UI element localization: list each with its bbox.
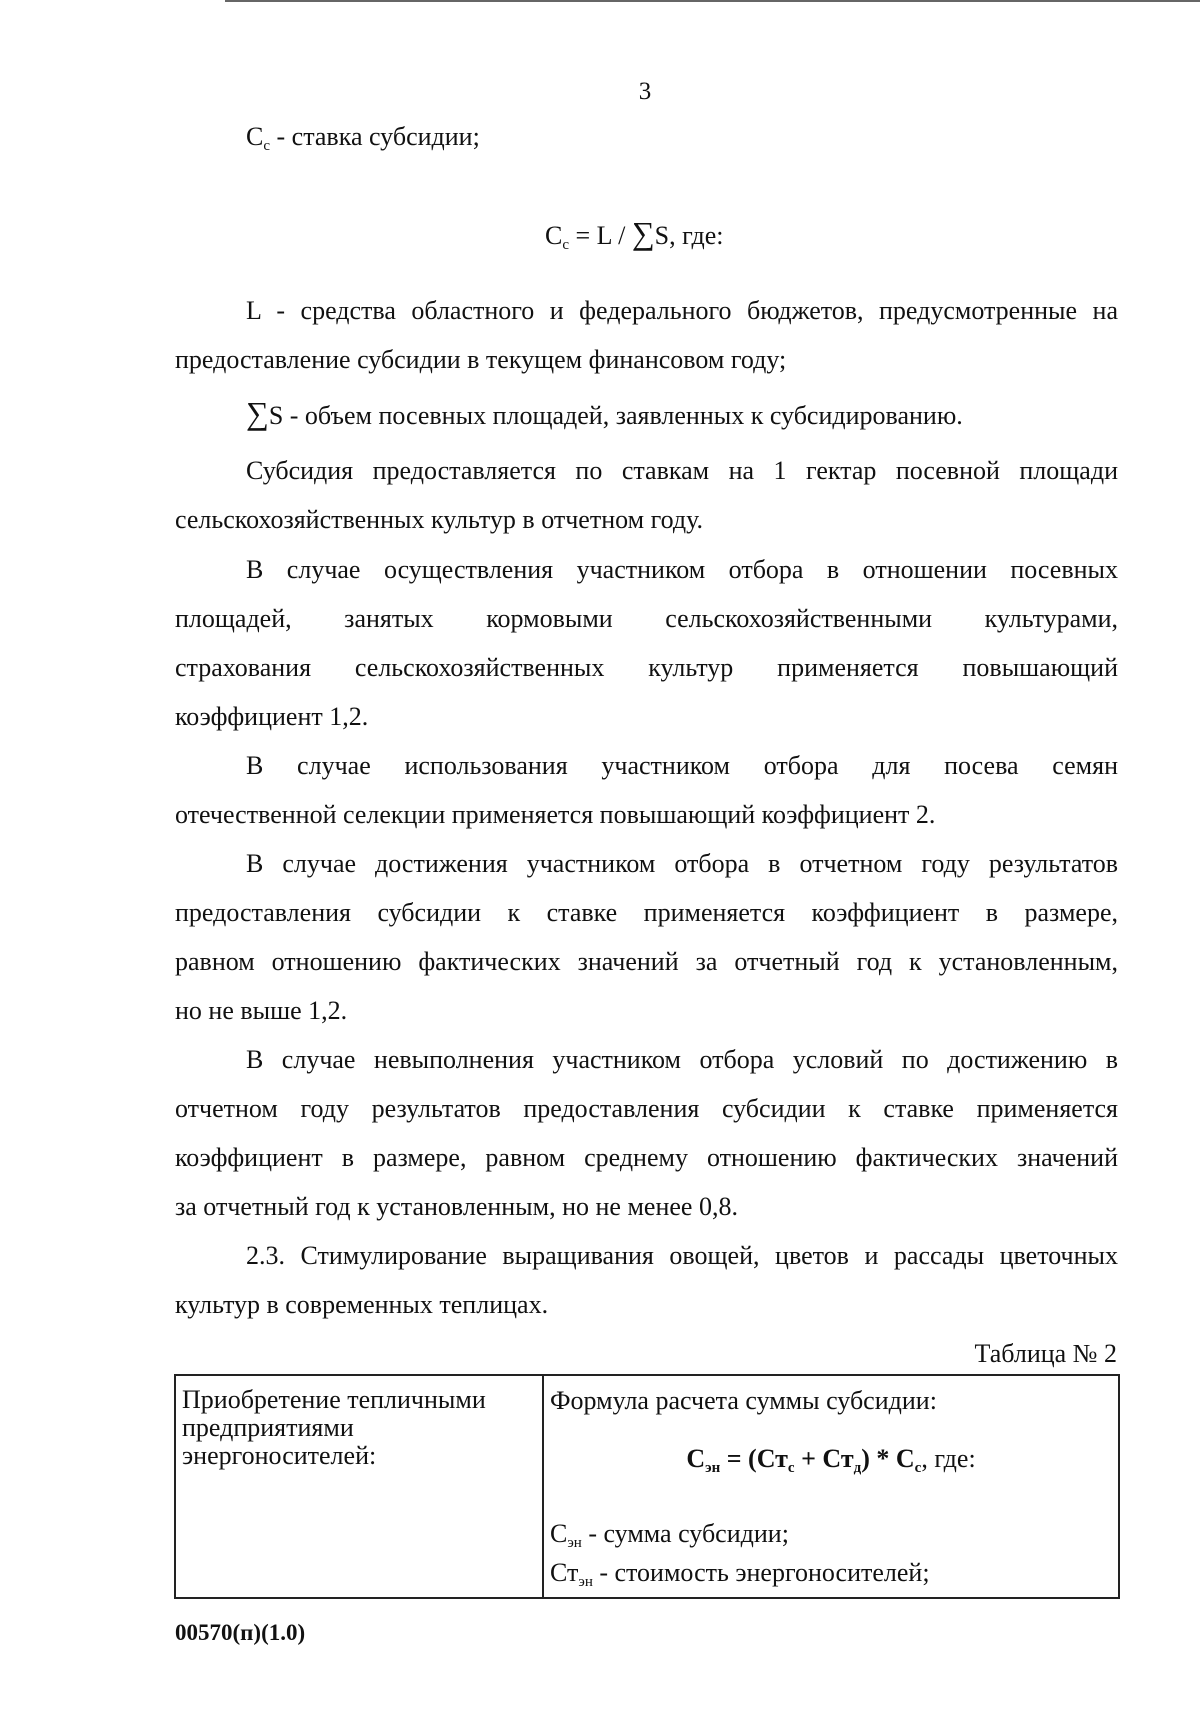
paragraph-line: отечественной селекции применяется повышающий коэффициент 2.: [175, 800, 936, 829]
energy-subsidy-formula: $С_{эн} = (Ст_с + Ст_д) * С_с$, где:: [686, 1444, 976, 1476]
table-cell-subject: Приобретение тепличными предприятиями энергоносителей:: [175, 1375, 543, 1598]
table-cell-formula: [543, 1375, 1119, 1598]
table-2: [174, 1374, 1120, 1599]
paragraph-line: сельскохозяйственных культур в отчетном году.: [175, 505, 703, 534]
paragraph-line: предоставления субсидии к ставке применяется коэффициент в размере,: [175, 898, 1118, 927]
formula-title: Формула расчета суммы субсидии:: [550, 1386, 937, 1415]
paragraph-line: предоставление субсидии в текущем финансовом году;: [175, 345, 787, 374]
subsidy-rate-formula: $С_с = L / \sum S$, где:: [545, 215, 724, 253]
paragraph-line: коэффициент 1,2.: [175, 702, 369, 731]
paragraph-line: L - средства областного и федерального бюджетов, предусмотренные на: [246, 296, 1118, 325]
paragraph-line: отчетном году результатов предоставления субсидии к ставке применяется: [175, 1094, 1118, 1123]
page-number: 3: [638, 78, 652, 105]
definition-line: $С_{эн}$ - сумма субсидии;: [550, 1519, 789, 1551]
paragraph-line: за отчетный год к установленным, но не менее 0,8.: [175, 1192, 738, 1221]
top-edge-line: [225, 0, 1200, 2]
paragraph-line: В случае невыполнения участником отбора условий по достижению в: [246, 1045, 1118, 1074]
paragraph-line: ∑S - объем посевных площадей, заявленных к субсидированию.: [246, 395, 963, 431]
table-row: [175, 1375, 1119, 1598]
paragraph-line: равном отношению фактических значений за отчетный год к установленным,: [175, 947, 1118, 976]
paragraph-line: страхования сельскохозяйственных культур применяется повышающий: [175, 653, 1118, 682]
paragraph-line: В случае достижения участником отбора в отчетном году результатов: [246, 849, 1118, 878]
paragraph-line: Субсидия предоставляется по ставкам на 1 гектар посевной площади: [246, 456, 1118, 485]
paragraph-line: В случае осуществления участником отбора в отношении посевных: [246, 555, 1118, 584]
definition-line: $Ст_{эн}$ - стоимость энергоносителей;: [550, 1558, 930, 1590]
section-heading-line: культур в современных теплицах.: [175, 1290, 549, 1319]
intro-line: $С_с$ - ставка субсидии;: [246, 122, 480, 154]
paragraph-line: В случае использования участником отбора для посева семян: [246, 751, 1118, 780]
paragraph-line: но не выше 1,2.: [175, 996, 348, 1025]
table-caption: Таблица № 2: [974, 1339, 1117, 1368]
document-code: 00570(п)(1.0): [175, 1620, 306, 1645]
section-heading-line: 2.3. Стимулирование выращивания овощей, цветов и рассады цветочных: [246, 1241, 1118, 1270]
paragraph-line: коэффициент в размере, равном среднему отношению фактических значений: [175, 1143, 1118, 1172]
paragraph-line: площадей, занятых кормовыми сельскохозяйственными культурами,: [175, 604, 1118, 633]
